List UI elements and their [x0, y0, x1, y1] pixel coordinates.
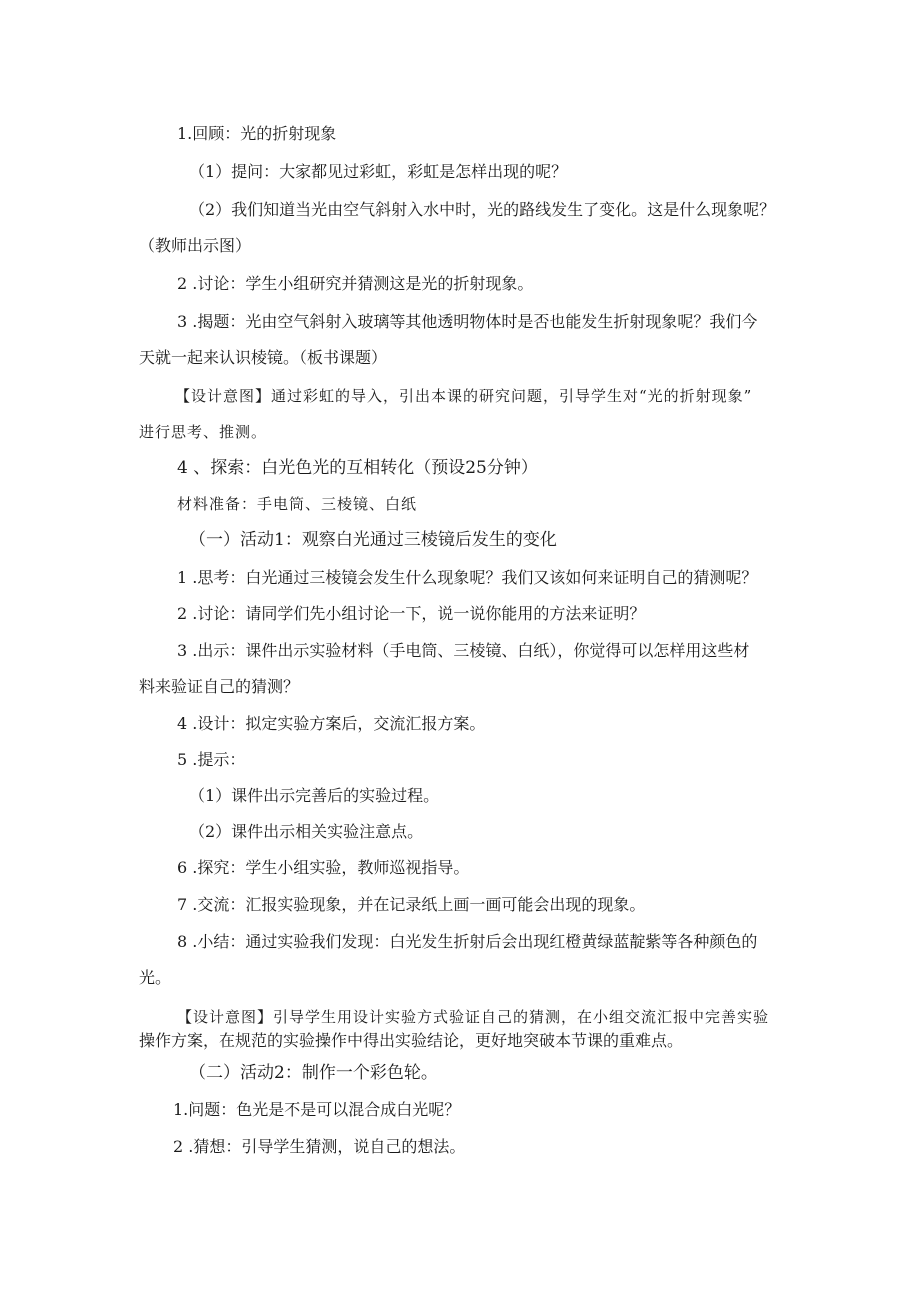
line-design-intent-1-cont: 进行思考、推测。 — [139, 423, 268, 441]
line-discussion: 2 .讨论：学生小组研究并猜测这是光的折射现象。 — [177, 274, 534, 293]
line-materials: 材料准备：手电筒、三棱镜、白纸 — [177, 495, 418, 513]
line-guess: 2 .猜想：引导学生猜测，说自己的想法。 — [173, 1137, 466, 1156]
line-explore-heading: 4 、探索：白光色光的互相转化（预设25分钟） — [177, 458, 538, 478]
line-exchange: 7 .交流：汇报实验现象，并在记录纸上画一画可能会出现的现象。 — [177, 895, 646, 914]
line-tip-1: （1）课件出示完善后的实验过程。 — [189, 786, 440, 805]
line-question-refraction: （2）我们知道当光由空气斜射入水中时，光的路线发生了变化。这是什么现象呢？ — [189, 200, 776, 219]
line-explore-experiment: 6 .探究：学生小组实验，教师巡视指导。 — [177, 858, 470, 877]
line-tip-2: （2）课件出示相关实验注意点。 — [189, 822, 424, 841]
line-activity-1-heading: （一）活动1：观察白光通过三棱镜后发生的变化 — [189, 530, 557, 550]
line-tips: 5 .提示： — [177, 750, 246, 769]
line-summary-cont: 光。 — [139, 968, 172, 987]
line-teacher-shows-figure: （教师出示图） — [139, 236, 252, 255]
line-review-title: 1.回顾：光的折射现象 — [177, 124, 337, 143]
line-think: 1 .思考：白光通过三棱镜会发生什么现象呢？我们又该如何来证明自己的猜测呢？ — [177, 568, 758, 587]
line-design-intent-2-cont: 操作方案，在规范的实验操作中得出实验结论，更好地突破本节课的重难点。 — [139, 1031, 684, 1050]
line-discuss: 2 .讨论：请同学们先小组讨论一下，说一说你能用的方法来证明？ — [177, 604, 646, 623]
line-design-intent-2: 【设计意图】引导学生用设计实验方式验证自己的猜测，在小组交流汇报中完善实验 — [177, 1008, 770, 1026]
line-show-materials: 3 .出示：课件出示实验材料（手电筒、三棱镜、白纸），你觉得可以怎样用这些材 — [177, 641, 750, 660]
line-reveal-topic-cont: 天就一起来认识棱镜。（板书课题） — [139, 348, 388, 367]
line-question-color-mix: 1.问题：色光是不是可以混合成白光呢？ — [173, 1100, 461, 1119]
line-design-intent-1: 【设计意图】通过彩虹的导入，引出本课的研究问题，引导学生对“光的折射现象” — [175, 387, 753, 405]
line-show-materials-cont: 料来验证自己的猜测？ — [139, 677, 300, 696]
line-question-rainbow: （1）提问：大家都见过彩虹，彩虹是怎样出现的呢？ — [189, 162, 568, 181]
line-reveal-topic: 3 .揭题：光由空气斜射入玻璃等其他透明物体时是否也能发生折射现象呢？我们今 — [177, 312, 758, 331]
line-design: 4 .设计：拟定实验方案后，交流汇报方案。 — [177, 714, 486, 733]
line-summary: 8 .小结：通过实验我们发现：白光发生折射后会出现红橙黄绿蓝靛紫等各种颜色的 — [177, 932, 758, 951]
line-activity-2-heading: （二）活动2：制作一个彩色轮。 — [189, 1063, 438, 1083]
